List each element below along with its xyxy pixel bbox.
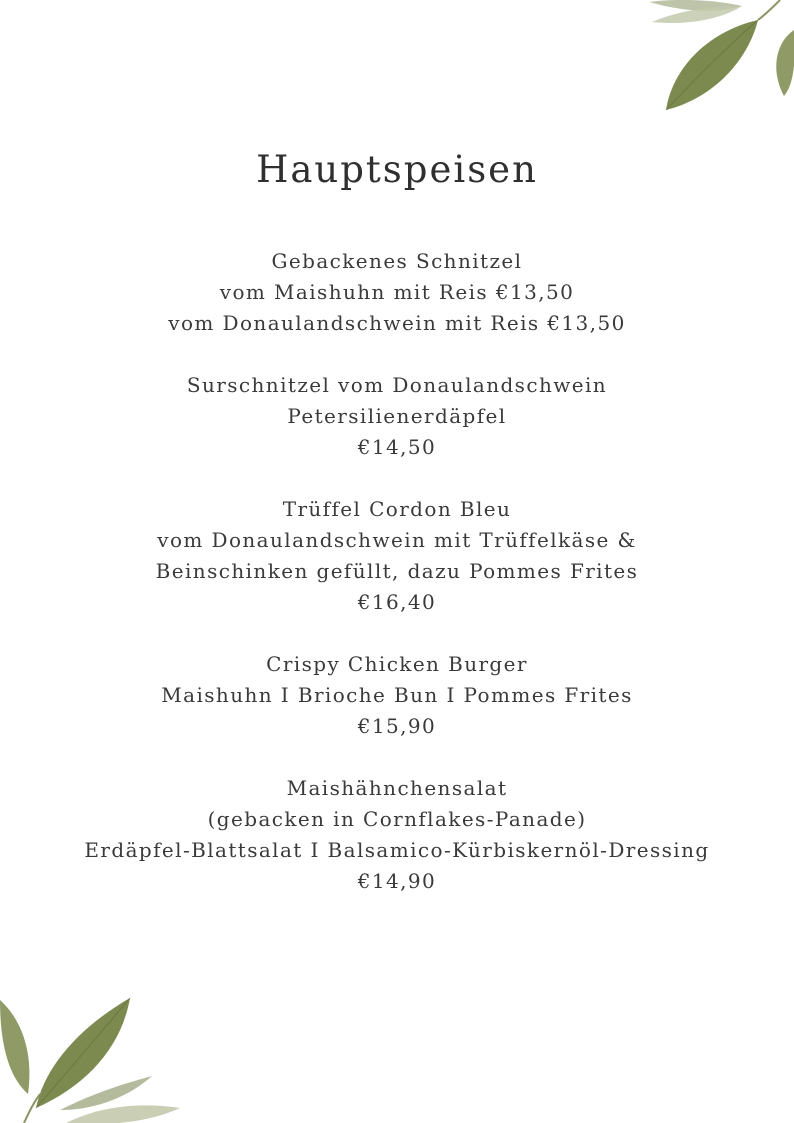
dish-description: Maishuhn I Brioche Bun I Pommes Frites xyxy=(161,683,633,707)
dish-option: vom Donaulandschwein mit Reis €13,50 xyxy=(168,311,626,335)
dish-item-surschnitzel xyxy=(0,370,794,463)
dish-description: vom Donaulandschwein mit Trüffelkäse & xyxy=(157,528,637,552)
dish-list xyxy=(0,246,794,928)
dish-item-gebackenes-schnitzel xyxy=(0,246,794,339)
olive-leaves-bottom-left-decoration xyxy=(0,998,185,1123)
dish-name: Surschnitzel vom Donaulandschwein xyxy=(186,373,608,397)
dish-name: Trüffel Cordon Bleu xyxy=(282,497,512,521)
dish-option: vom Maishuhn mit Reis €13,50 xyxy=(219,280,575,304)
menu-title: Hauptspeisen xyxy=(256,148,538,191)
dish-description: (gebacken in Cornflakes-Panade) xyxy=(207,807,587,831)
dish-item-maishaehnchensalat xyxy=(0,773,794,897)
dish-price: €15,90 xyxy=(357,714,437,738)
dish-name: Gebackenes Schnitzel xyxy=(271,249,523,273)
dish-name: Crispy Chicken Burger xyxy=(266,652,528,676)
olive-leaves-top-right-decoration xyxy=(644,0,794,115)
dish-name: Maishähnchensalat xyxy=(286,776,508,800)
dish-description: Erdäpfel-Blattsalat I Balsamico-Kürbiskernöl-Dressing xyxy=(84,838,710,862)
dish-price: €14,50 xyxy=(357,435,437,459)
dish-description: Beinschinken gefüllt, dazu Pommes Frites xyxy=(155,559,639,583)
dish-price: €16,40 xyxy=(357,590,437,614)
dish-item-crispy-chicken-burger xyxy=(0,649,794,742)
dish-price: €14,90 xyxy=(357,869,437,893)
dish-description: Petersilienerdäpfel xyxy=(287,404,507,428)
dish-item-trueffel-cordon-bleu xyxy=(0,494,794,618)
